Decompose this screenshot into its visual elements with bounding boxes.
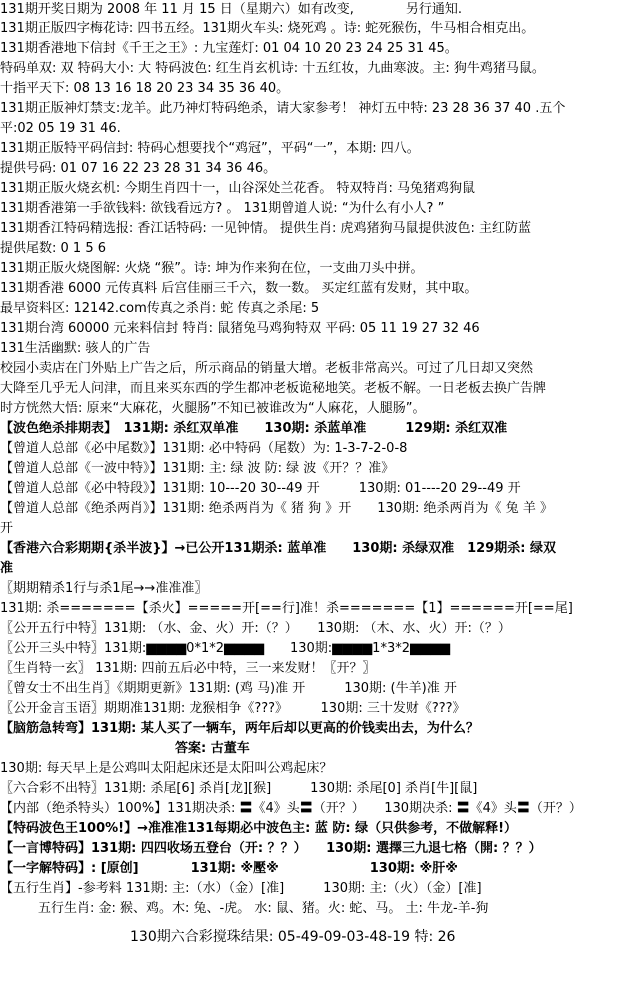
plum-poem-line: 131期正版四字梅花诗: 四书五经。131期火车头: 烧死鸡 。诗: 蛇死猴伤，牛马相合相克出。 [0, 21, 535, 36]
ms-zeng-zodiac-line: 〖曾女士不出生肖〗《期期更新》131期: (鸡 马)准 开 130期: (牛羊)准 开 [0, 681, 457, 696]
five-elements-line: 〖公开五行中特〗131期: （水、金、火）开:（？） 130期: （木、水、火）开:（？） [0, 621, 511, 636]
one-word-special-line: 【一言博特码】131期: 四四收场五登台（开: ？？） 130期: 選擇三九退七格（開: ？？） [0, 841, 542, 856]
lottery-no-special-line: 〖六合彩不出特〗131期: 杀尾[6] 杀肖[龙][猴] 130期: 杀尾[0] 杀肖[牛][鼠] [0, 781, 478, 796]
kill-two-zodiac-line: 【曾道人总部《绝杀两肖》】131期: 绝杀两肖为《 猪 狗 》开 130期: 绝杀两肖为《 兔 羊 》 [0, 501, 553, 516]
internal-kill-head-line: 【内部（绝杀特头）100%】131期决杀: 〓《4》头〓（开？） 130期决杀: 〓《4》头〓（开？） [0, 801, 582, 816]
flat-code-envelope-line: 131期正版特平码信封: 特码心想要找个“鸡冠”，平码“一”，本期: 四八。 [0, 141, 420, 156]
ten-fingers-line: 十指平天下: 08 13 16 18 20 23 34 35 36 40。 [0, 81, 290, 96]
zodiac-mystery-line: 〖生肖特一玄〗 131期: 四前五后必中特，三一来发财！〖开？〗 [0, 661, 376, 676]
kill-row-tail-line: 131期: 杀=======【杀火】=====开[==行]准！杀=======【1】======开[==尾] [0, 601, 573, 616]
fax-6000-line: 131期香港 6000 元传真料 后宫佳丽三千六，数一数。 买定红蓝有发财，其中取。 [0, 281, 478, 296]
draw-date-line: 131期开奖日期为 2008 年 11 月 15 日（星期六）如有改变, 另行通知. [0, 2, 463, 17]
humor-story-line-2: 大降至几乎无人问津，而且来买东西的学生都冲老板诡秘地笑。老板不解。一日老板去换广告牌 [0, 381, 547, 396]
color-kill-schedule-line: 【波色绝杀排期表】 131期: 杀红双单准 130期: 杀蓝单准 129期: 杀红双准 [0, 421, 508, 436]
three-heads-line: 〖公开三头中特〗131期:▆▆▆▆0*1*2▆▆▆▆ 130期:▆▆▆▆1*3*2▆▆▆▆ [0, 641, 450, 656]
one-wave-line: 【曾道人总部《一波中特》】131期: 主: 绿 波 防: 绿 波《开？？准》 [0, 461, 395, 476]
brain-teaser-answer: 答案: 古董车 [175, 741, 250, 756]
humor-title-line: 131生活幽默: 骇人的广告 [0, 341, 151, 356]
underground-envelope-line: 131期香港地下信封《千王之王》: 九宝莲灯: 01 04 10 20 23 24 25 31 45。 [0, 41, 458, 56]
hong-kong-first-hand-line: 131期香港第一手欲钱料: 欲钱看远方? 。 131期曾道人说: “为什么有小人? ” [0, 201, 445, 216]
magic-lamp-line: 131期正版神灯禁支:龙羊。此乃神灯特码绝杀，请大家参考！ 神灯五中特: 23 28 36 37 40 .五个 [0, 101, 566, 116]
kill-two-zodiac-continued: 开 [0, 521, 14, 536]
special-code-attributes-line: 特码单双: 双 特码大小: 大 特码波色: 红生肖玄机诗: 十五红妆，九曲寒波。主: 狗牛鸡猪马鼠。 [0, 61, 545, 76]
provided-numbers-line: 提供号码: 01 07 16 22 23 28 31 34 36 46。 [0, 161, 277, 176]
wave-color-king-line: 【特码波色王100%!】→准准准131每期必中波色主: 蓝 防: 绿（只供参考，不做解释!） [0, 821, 518, 836]
one-character-line: 【一字解特码】: [原创] 131期: ※壓※ 130期: ※肝※ [0, 861, 458, 876]
five-element-zodiac-line: 【五行生肖】-参考料 131期: 主:（水）（金）[准] 130期: 主:（火）（金）[准] [0, 881, 482, 896]
humor-story-line-1: 校园小卖店在门外贴上广告之后，所示商品的销量大增。老板非常高兴。可过了几日却又突然 [0, 361, 534, 376]
fire-illustration-line: 131期正版火烧图解: 火烧 “猴”。诗: 坤为作来狗在位，一支曲刀头中拼。 [0, 261, 424, 276]
magic-lamp-continued-line: 平:02 05 19 31 46. [0, 121, 121, 136]
earliest-data-line: 最早资料区: 12142.com传真之杀肖: 蛇 传真之杀尾: 5 [0, 301, 320, 316]
draw-result-line: 130期六合彩搅珠结果: 05-49-09-03-48-19 特: 26 [130, 929, 456, 945]
provided-tail-numbers-line: 提供尾数: 0 1 5 6 [0, 241, 106, 256]
five-element-zodiac-detail: 五行生肖: 金: 猴、鸡。木: 兔、-虎。 水: 鼠、猪。火: 蛇、马。 土: 牛龙-羊-狗 [38, 901, 489, 916]
brain-teaser-line: 【脑筋急转弯】131期: 某人买了一辆车，两年后却以更高的价钱卖出去，为什么？ [0, 721, 479, 736]
kill-half-wave-continued: 准 [0, 561, 14, 576]
kill-row-tail-title: 〖期期精杀1行与杀1尾→→准准准〗 [0, 581, 208, 596]
xiangjiang-selection-line: 131期香江特码精选报: 香江话特码: 一见钟情。 提供生肖: 虎鸡猪狗马鼠提供波色: 主红防蓝 [0, 221, 531, 236]
fire-mystery-line: 131期正版火烧玄机: 今期生肖四十一，山谷深处兰花香。 特双特肖: 马兔猪鸡狗鼠 [0, 181, 475, 196]
tail-number-line: 【曾道人总部《必中尾数》】131期: 必中特码（尾数）为: 1-3-7-2-0-8 [0, 441, 408, 456]
humor-story-line-3: 时方恍然大悟: 原来“大麻花，火腿肠”不知已被谁改为“人麻花，人腿肠”。 [0, 401, 426, 416]
kill-half-wave-line: 【香港六合彩期期{杀半波}】→已公开131期杀: 蓝单准 130期: 杀绿双准 129期杀: 绿双 [0, 541, 556, 556]
golden-words-line: 〖公开金言玉语〗期期准131期: 龙猴相争《???》 130期: 三十发财《???》 [0, 701, 466, 716]
rooster-sun-line: 130期: 每天早上是公鸡叫太阳起床还是太阳叫公鸡起床？ [0, 761, 333, 776]
taiwan-envelope-line: 131期台湾 60000 元来料信封 特肖: 鼠猪兔马鸡狗特双 平码: 05 11 19 27 32 46 [0, 321, 480, 336]
special-segment-line: 【曾道人总部《必中特段》】131期: 10---20 30--49 开 130期: 01----20 29--49 开 [0, 481, 521, 496]
